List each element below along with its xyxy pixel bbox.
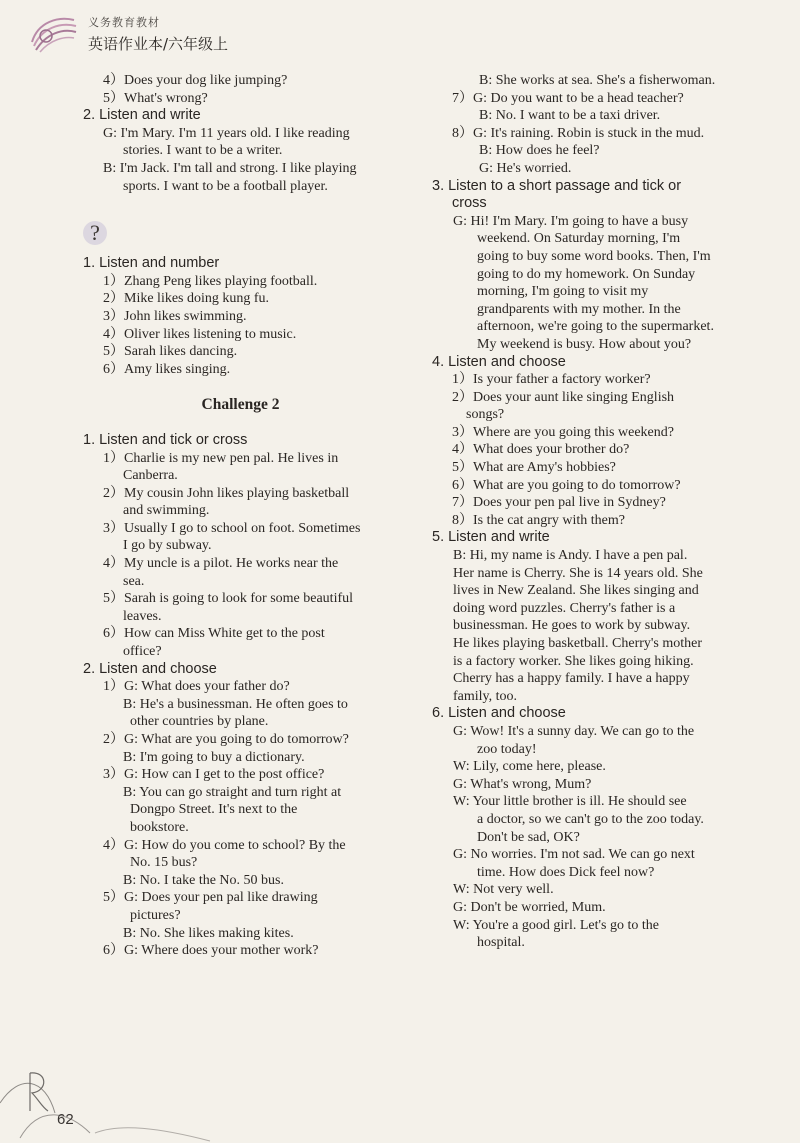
section-title-cont: cross <box>452 195 487 212</box>
dialogue-line: B: He's a businessman. He often goes to <box>123 696 348 712</box>
question-mark-icon: ? <box>90 220 100 246</box>
dialogue-line: zoo today! <box>477 741 537 757</box>
passage-line: He likes playing basketball. Cherry's mother <box>453 636 703 651</box>
list-item: 5）What's wrong? <box>103 90 208 106</box>
dialogue-line: W: Your little brother is ill. He should see <box>453 794 687 810</box>
dialogue-line: B: No. I take the No. 50 bus. <box>123 872 284 888</box>
list-item-cont: Canberra. <box>123 468 178 484</box>
passage-line: family, too. <box>453 688 518 704</box>
dialogue-line: B: I'm Jack. I'm tall and strong. I like playing <box>103 160 357 176</box>
dialogue-line: pictures? <box>130 907 181 923</box>
passage-line: morning, I'm going to visit my <box>477 284 649 300</box>
list-item-cont: office? <box>123 644 162 660</box>
passage-line: B: Hi, my name is Andy. I have a pen pal. <box>453 548 688 564</box>
passage-line: businessman. He goes to work by subway. <box>453 618 691 634</box>
passage-line: doing word puzzles. Cherry's father is a <box>453 600 676 616</box>
dialogue-line: bookstore. <box>130 819 189 835</box>
left-column <box>83 72 388 960</box>
right-column <box>432 72 735 952</box>
dialogue-line: stories. I want to be a writer. <box>123 143 283 159</box>
dialogue-line: G: Wow! It's a sunny day. We can go to the <box>453 723 695 739</box>
dialogue-line: G: No worries. I'm not sad. We can go next <box>453 847 695 863</box>
section-title: 2. Listen and write <box>83 107 201 124</box>
section-title: 1. Listen and tick or cross <box>83 431 248 448</box>
passage-line: lives in New Zealand. She likes singing and <box>453 583 699 599</box>
dialogue-line: a doctor, so we can't go to the zoo today. <box>477 811 704 827</box>
series-label: 义务教育教材 <box>88 16 160 29</box>
dialogue-line: Dongpo Street. It's next to the <box>130 802 298 818</box>
dialogue-line: G: I'm Mary. I'm 11 years old. I like reading <box>103 125 350 141</box>
list-item: 3）Where are you going this weekend? <box>452 424 674 440</box>
list-item: 4）Oliver likes listening to music. <box>103 326 297 342</box>
dialogue-line: time. How does Dick feel now? <box>477 864 655 880</box>
dialogue-line: B: You can go straight and turn right at <box>123 784 342 800</box>
list-item-cont: sea. <box>123 573 145 589</box>
dialogue-line: W: Lily, come here, please. <box>453 759 606 775</box>
decorative-swirl-icon <box>0 1033 230 1143</box>
dialogue-line: 5）G: Does your pen pal like drawing <box>103 890 318 906</box>
list-item: 4）Does your dog like jumping? <box>103 73 288 88</box>
list-item: 5）What are Amy's hobbies? <box>452 460 616 476</box>
passage-line: going to buy some word books. Then, I'm <box>477 248 711 264</box>
dialogue-line: Don't be sad, OK? <box>477 829 580 845</box>
dialogue-line: 6）G: Where does your mother work? <box>103 943 319 959</box>
list-item: 2）Does your aunt like singing English <box>452 389 675 405</box>
section-title: 2. Listen and choose <box>83 660 217 677</box>
book-title: 英语作业本/六年级上 <box>88 35 229 53</box>
publisher-logo <box>28 12 80 56</box>
dialogue-line: G: What's wrong, Mum? <box>453 776 592 792</box>
list-item-cont: leaves. <box>123 608 162 624</box>
list-item: 1）Charlie is my new pen pal. He lives in <box>103 450 339 466</box>
list-item: 6）How can Miss White get to the post <box>103 626 325 642</box>
section-title: 5. Listen and write <box>432 529 550 546</box>
list-item: 3）Usually I go to school on foot. Sometimes <box>103 520 361 536</box>
dialogue-line: B: How does he feel? <box>479 143 600 159</box>
list-item-cont: and swimming. <box>123 503 210 519</box>
dialogue-line: other countries by plane. <box>130 714 269 730</box>
list-item: 1）Zhang Peng likes playing football. <box>103 273 318 289</box>
page-header <box>28 12 308 58</box>
section-title: 3. Listen to a short passage and tick or <box>432 177 682 194</box>
list-item: 4）My uncle is a pilot. He works near the <box>103 556 339 572</box>
passage-line: Her name is Cherry. She is 14 years old. She <box>453 565 703 581</box>
passage-line: G: Hi! I'm Mary. I'm going to have a busy <box>453 213 689 229</box>
dialogue-line: sports. I want to be a football player. <box>123 178 328 194</box>
list-item-cont: I go by subway. <box>123 538 212 554</box>
section-title: 1. Listen and number <box>83 255 220 272</box>
passage-line: is a factory worker. She likes going hiking. <box>453 653 694 669</box>
list-item-cont: songs? <box>466 407 505 423</box>
dialogue-line: 2）G: What are you going to do tomorrow? <box>103 732 349 747</box>
passage-line: afternoon, we're going to the supermarket. <box>477 319 714 335</box>
section-title: 6. Listen and choose <box>432 705 566 722</box>
dialogue-line: 1）G: What does your father do? <box>103 679 290 695</box>
list-item: 1）Is your father a factory worker? <box>452 372 651 388</box>
list-item: 2）My cousin John likes playing basketball <box>103 485 350 501</box>
dialogue-line: 3）G: How can I get to the post office? <box>103 767 325 783</box>
dialogue-line: B: No. I want to be a taxi driver. <box>479 108 661 124</box>
list-item: 8）Is the cat angry with them? <box>452 512 626 528</box>
passage-line: My weekend is busy. How about you? <box>477 336 692 352</box>
dialogue-line: G: He's worried. <box>479 160 572 176</box>
passage-line: going to do my homework. On Sunday <box>477 266 696 282</box>
dialogue-line: G: Don't be worried, Mum. <box>453 899 606 915</box>
list-item: 5）Sarah is going to look for some beautiful <box>103 591 354 607</box>
dialogue-line: 8）G: It's raining. Robin is stuck in the mud. <box>452 125 705 141</box>
list-item: 4）What does your brother do? <box>452 442 630 458</box>
dialogue-line: B: She works at sea. She's a fisherwoman. <box>479 73 716 88</box>
dialogue-line: hospital. <box>477 935 525 951</box>
dialogue-line: W: Not very well. <box>453 882 554 898</box>
list-item: 2）Mike likes doing kung fu. <box>103 291 270 307</box>
passage-line: weekend. On Saturday morning, I'm <box>477 231 681 247</box>
dialogue-line: W: You're a good girl. Let's go to the <box>453 917 659 933</box>
section-title: 4. Listen and choose <box>432 353 566 370</box>
list-item: 5）Sarah likes dancing. <box>103 344 238 360</box>
challenge-heading: Challenge 2 <box>201 396 280 414</box>
passage-line: grandparents with my mother. In the <box>477 301 681 317</box>
dialogue-line: B: No. She likes making kites. <box>123 925 294 941</box>
list-item: 6）Amy likes singing. <box>103 361 231 377</box>
list-item: 3）John likes swimming. <box>103 308 247 324</box>
list-item: 7）Does your pen pal live in Sydney? <box>452 495 666 511</box>
unit-marker <box>83 217 388 255</box>
dialogue-line: 4）G: How do you come to school? By the <box>103 837 346 853</box>
list-item: 6）What are you going to do tomorrow? <box>452 477 681 493</box>
passage-line: Cherry has a happy family. I have a happy <box>453 671 690 687</box>
dialogue-line: No. 15 bus? <box>130 855 198 871</box>
dialogue-line: B: I'm going to buy a dictionary. <box>123 749 305 765</box>
dialogue-line: 7）G: Do you want to be a head teacher? <box>452 90 684 106</box>
page-number: 62 <box>57 1111 74 1128</box>
